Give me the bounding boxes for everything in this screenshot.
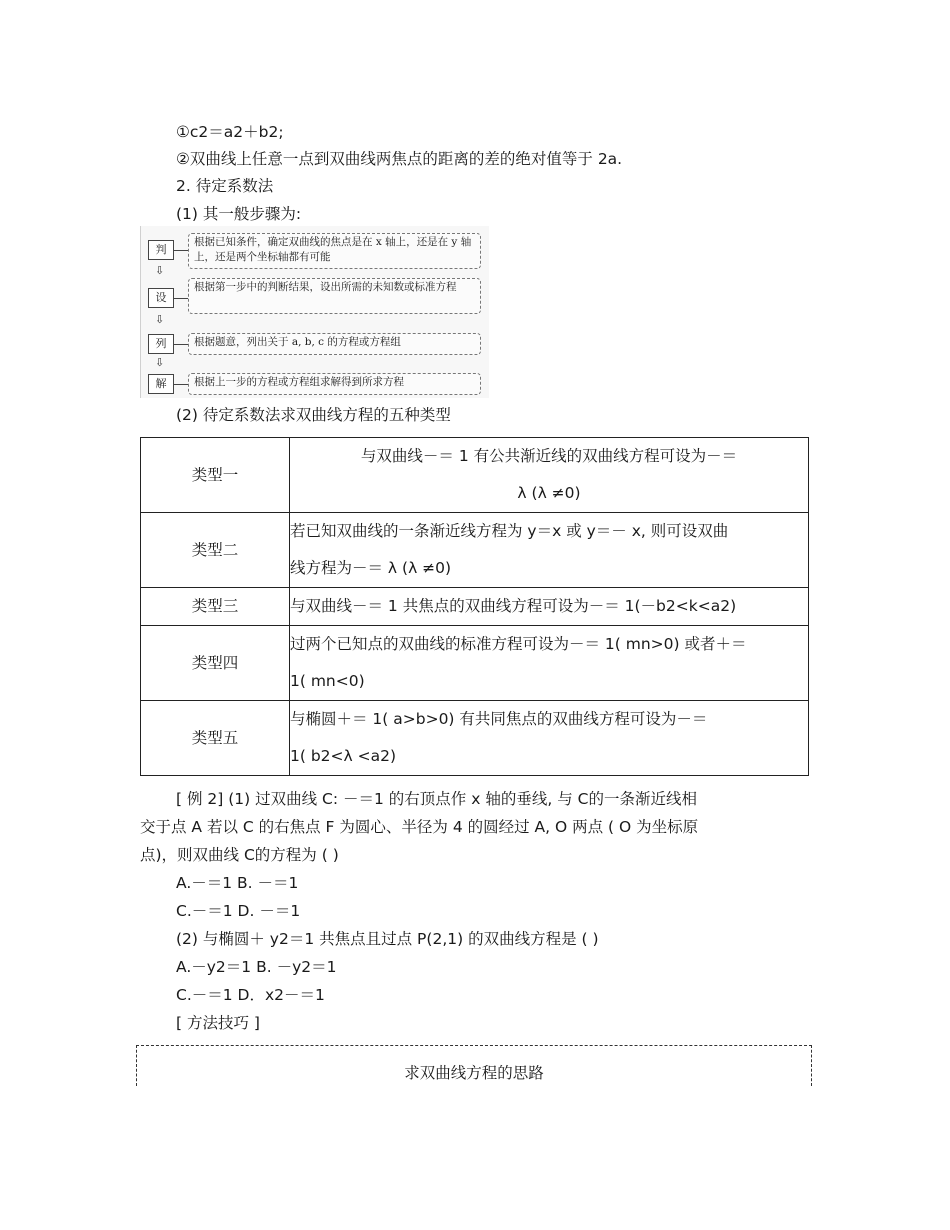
down-arrow-icon: ⇩ [155, 264, 165, 277]
flow-step-text: 根据题意，列出关于 a, b, c 的方程或方程组 [188, 333, 481, 355]
example-text: 点)，则双曲线 C的方程为 ( ) [140, 846, 339, 864]
type-description [290, 513, 809, 588]
flow-step-text: 根据上一步的方程或方程组求解得到所求方程 [188, 373, 481, 395]
method-tips-heading: [ 方法技巧 ] [176, 1014, 260, 1032]
type-label: 类型三 [141, 588, 290, 626]
steps-heading: (1) 其一般步骤为: [176, 205, 302, 223]
option-line: C.－＝1 D. －＝1 [176, 902, 301, 920]
method-box-title: 求双曲线方程的思路 [404, 1064, 544, 1082]
type-description-line: 线方程为－＝ λ (λ ≠0) [290, 559, 452, 577]
method-flowchart [140, 226, 489, 398]
flow-step-text: 根据第一步中的判断结果，设出所需的未知数或标准方程 [188, 278, 481, 314]
option-line: A.－y2＝1 B. －y2＝1 [176, 958, 337, 976]
type-description-line: λ (λ ≠0) [517, 484, 581, 502]
flow-connector [174, 250, 188, 251]
type-description-line: 与椭圆＋＝ 1( a>b>0) 有共同焦点的双曲线方程可设为－＝ [290, 710, 708, 728]
option-line: A.－＝1 B. －＝1 [176, 874, 299, 892]
table-row [141, 626, 809, 701]
type-label: 类型五 [141, 701, 290, 776]
type-label: 类型一 [141, 438, 290, 513]
type-description-line: 与双曲线－＝ 1 共焦点的双曲线方程可设为－＝ 1(－b2<k<a2) [290, 597, 737, 615]
type-description-line: 1( b2<λ <a2) [290, 747, 397, 765]
type-description [290, 588, 809, 626]
flow-connector [174, 384, 188, 385]
table-row [141, 513, 809, 588]
table-row [141, 588, 809, 626]
types-heading: (2) 待定系数法求双曲线方程的五种类型 [176, 406, 451, 424]
flow-connector [174, 298, 188, 299]
flow-step-label: 列 [148, 334, 174, 354]
intro-item-2: ②双曲线上任意一点到双曲线两焦点的距离的差的绝对值等于 2a. [176, 150, 623, 168]
option-line: C.－＝1 D．x2－＝1 [176, 986, 325, 1004]
example-text: [ 例 2] (1) 过双曲线 C: －＝1 的右顶点作 x 轴的垂线, 与 C的一条渐近线相 [176, 790, 697, 808]
type-description-line: 过两个已知点的双曲线的标准方程可设为－＝ 1( mn>0) 或者＋＝ [290, 635, 747, 653]
type-description-line: 若已知双曲线的一条渐近线方程为 y＝x 或 y＝－ x, 则可设双曲 [290, 522, 729, 540]
type-description [290, 438, 809, 513]
flow-step-label: 判 [148, 240, 174, 260]
section-heading: 2. 待定系数法 [176, 177, 274, 195]
type-description [290, 701, 809, 776]
down-arrow-icon: ⇩ [155, 356, 165, 369]
down-arrow-icon: ⇩ [155, 313, 165, 326]
type-description-line: 与双曲线－＝ 1 有公共渐近线的双曲线方程可设为－＝ [360, 447, 738, 465]
flow-step-text: 根据已知条件，确定双曲线的焦点是在 x 轴上，还是在 y 轴上，还是两个坐标轴都有可能 [188, 233, 481, 269]
flow-connector [174, 344, 188, 345]
question-text: (2) 与椭圆＋ y2＝1 共焦点且过点 P(2,1) 的双曲线方程是 ( ) [176, 930, 599, 948]
table-row [141, 438, 809, 513]
flow-step-label: 解 [148, 374, 174, 394]
intro-item-1: ①c2＝a2＋b2; [176, 123, 284, 141]
type-description-line: 1( mn<0) [290, 672, 365, 690]
flow-step-label: 设 [148, 288, 174, 308]
type-label: 类型四 [141, 626, 290, 701]
type-label: 类型二 [141, 513, 290, 588]
types-table [140, 437, 809, 776]
table-row [141, 701, 809, 776]
type-description [290, 626, 809, 701]
method-box [136, 1045, 812, 1086]
example-text: 交于点 A 若以 C 的右焦点 F 为圆心、半径为 4 的圆经过 A, O 两点 ( O 为坐标原 [140, 818, 699, 836]
